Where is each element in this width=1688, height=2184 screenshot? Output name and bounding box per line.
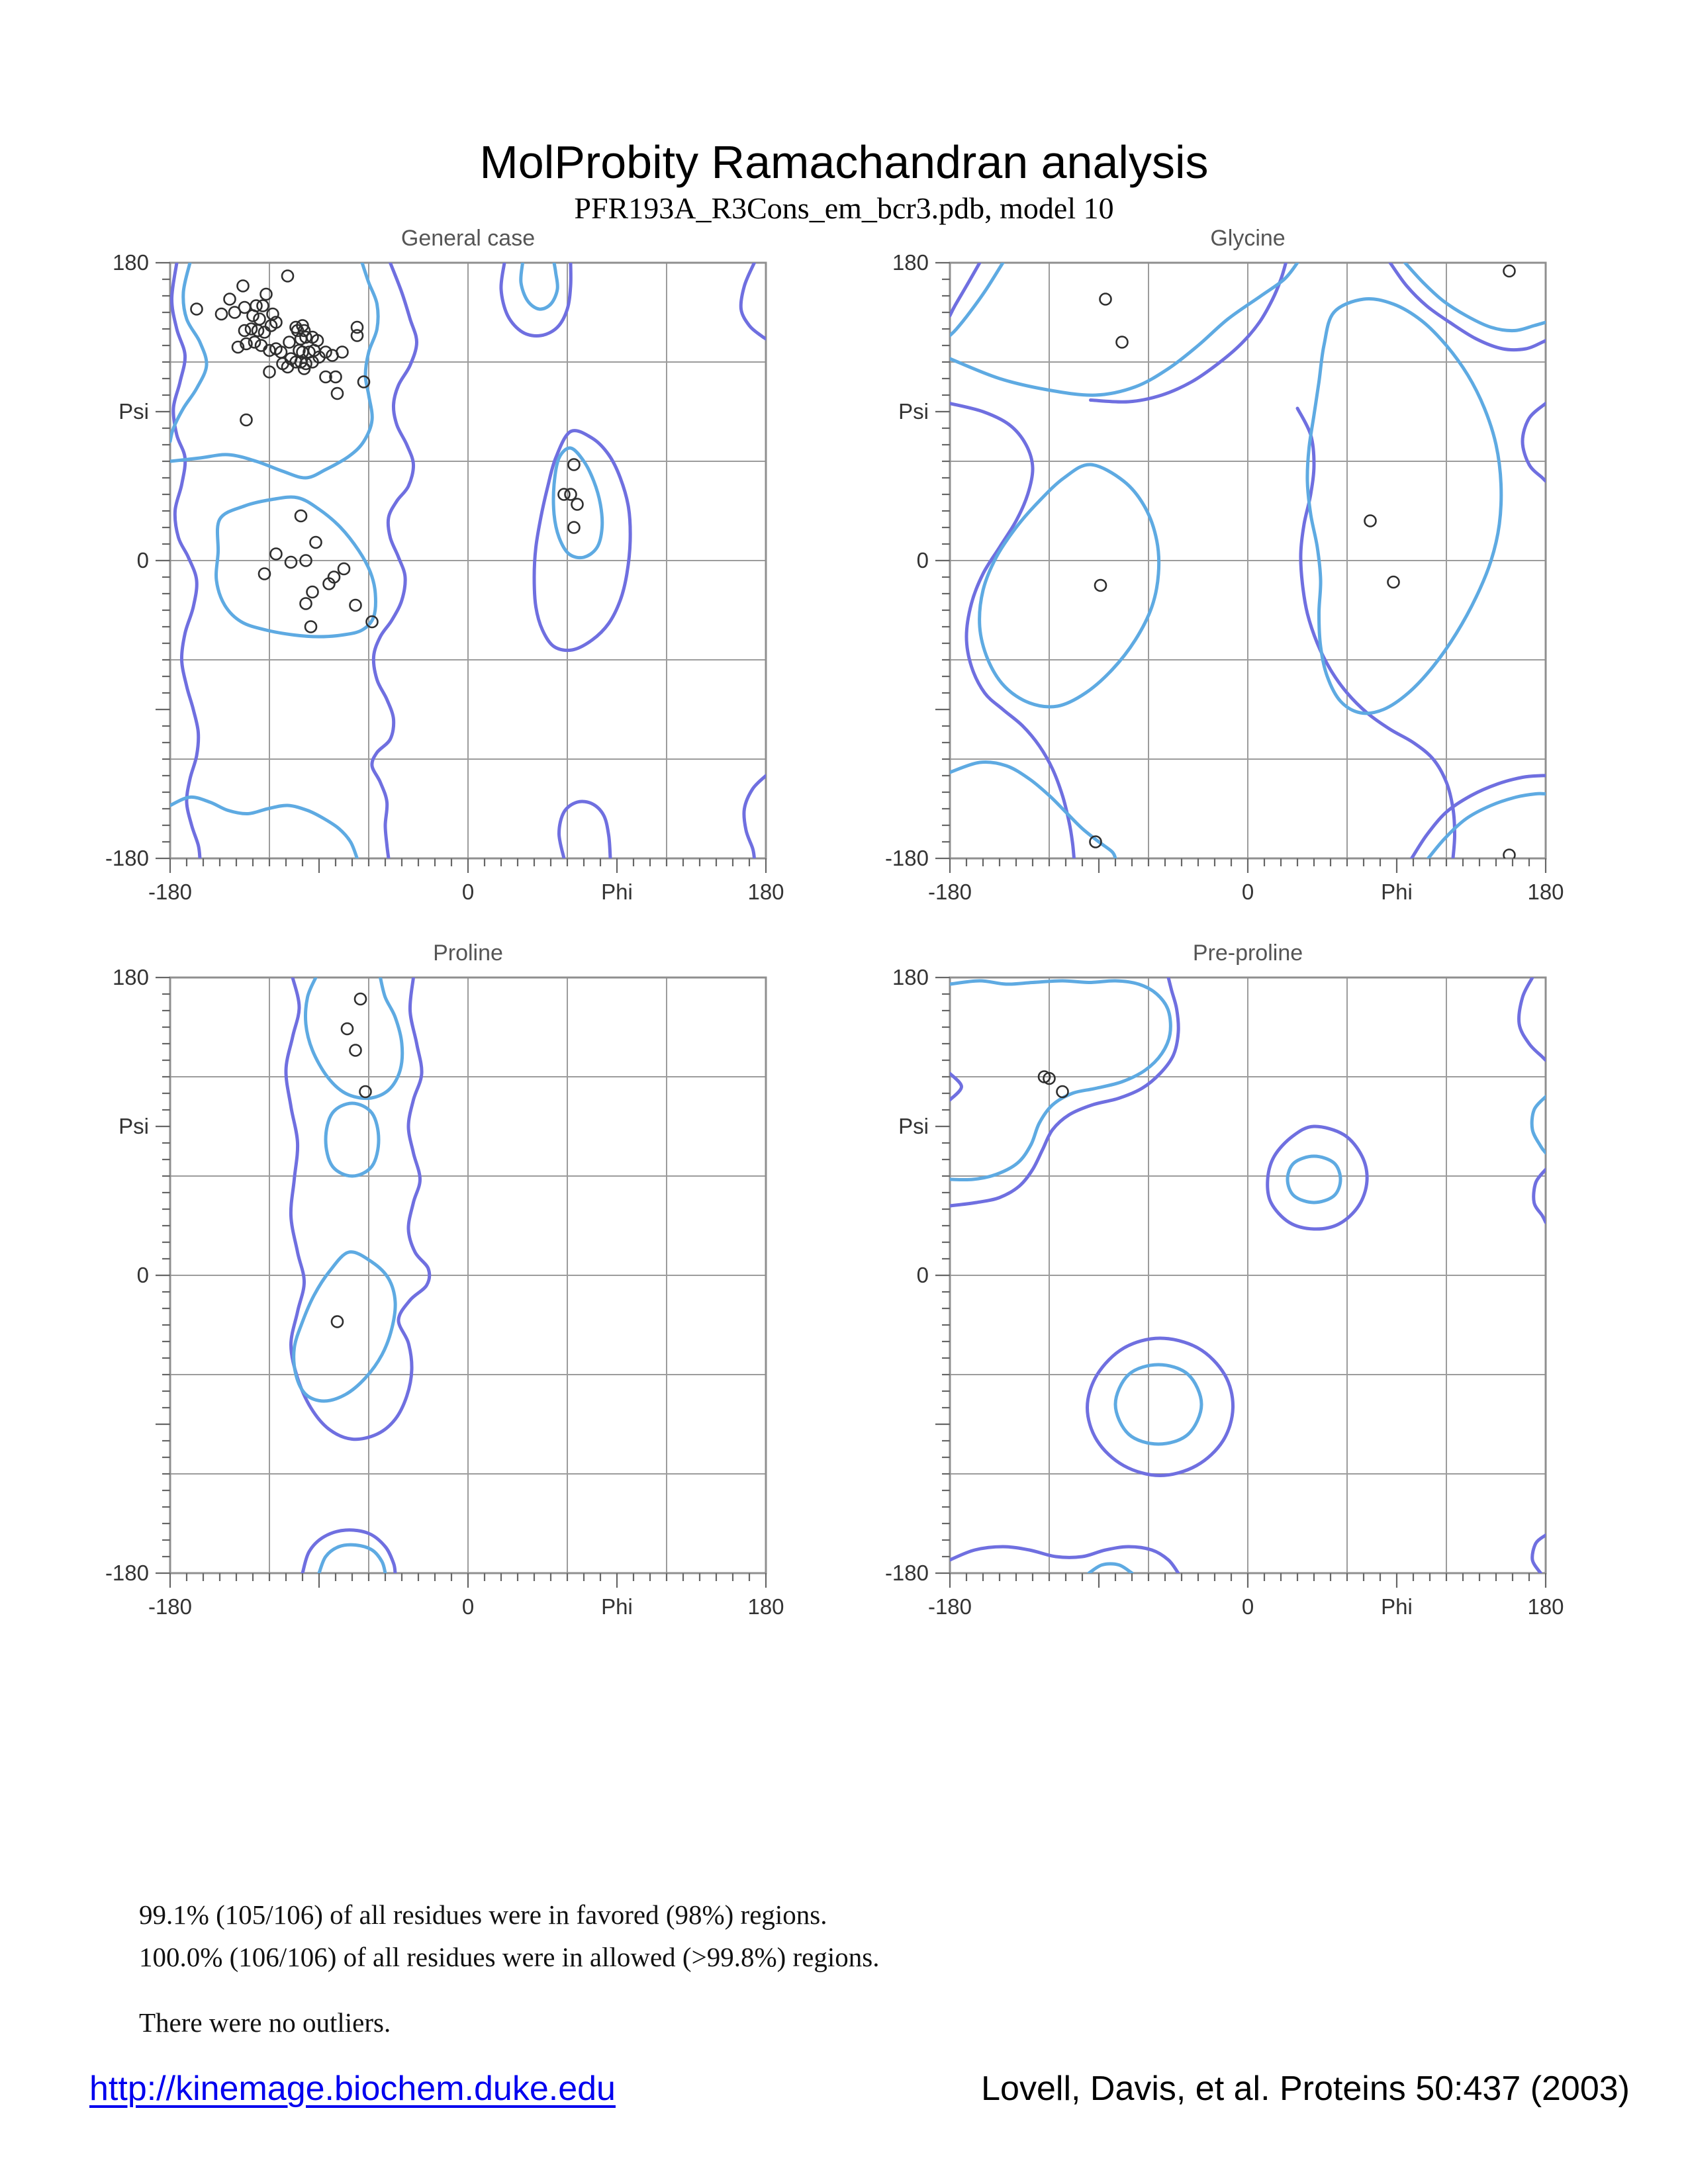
favored-contour: [1405, 263, 1546, 331]
allowed-contour: [1534, 1169, 1546, 1222]
plot-title: General case: [400, 226, 536, 251]
data-point: [332, 1316, 343, 1328]
stats-block: [139, 1894, 879, 1978]
allowed-contour: [1523, 404, 1546, 482]
data-point: [307, 586, 318, 598]
data-point: [310, 537, 322, 548]
x-tick-label: 180: [747, 880, 784, 904]
data-point: [258, 300, 269, 312]
y-tick-label: -180: [884, 1561, 929, 1585]
data-point: [191, 304, 203, 315]
x-tick-label: -180: [148, 1594, 193, 1619]
x-tick-label: 0: [461, 880, 475, 904]
data-point: [1100, 294, 1111, 305]
data-point: [1095, 580, 1106, 591]
plot-proline: [105, 940, 784, 1619]
stats-favored-line: 99.1% (105/106) of all residues were in favored (98%) regions.: [139, 1899, 827, 1930]
data-point: [572, 499, 583, 510]
axis-ticks: [156, 263, 766, 873]
data-points: [191, 271, 583, 633]
data-point: [301, 598, 312, 610]
kinemage-link[interactable]: http://kinemage.biochem.duke.edu: [89, 2070, 616, 2108]
plot-glycine: [885, 226, 1564, 904]
data-point: [271, 549, 282, 560]
y-tick-label: Psi: [898, 399, 929, 424]
x-tick-label: -180: [148, 880, 193, 904]
data-point: [224, 294, 236, 305]
favored-contour: [553, 448, 602, 558]
y-tick-label: Psi: [898, 1114, 929, 1138]
allowed-contour: [1091, 263, 1286, 402]
axis-labels: [105, 965, 784, 1619]
data-point: [355, 993, 366, 1005]
plot-title: Proline: [433, 940, 503, 966]
data-point: [350, 1045, 361, 1056]
allowed-contour: [501, 263, 571, 336]
allowed-contour: [303, 1530, 395, 1573]
data-point: [338, 563, 350, 574]
data-point: [332, 388, 343, 399]
data-point: [251, 300, 262, 312]
data-point: [239, 325, 250, 336]
page-title: MolProbity Ramachandran analysis: [479, 136, 1209, 188]
data-point: [249, 337, 260, 348]
data-point: [241, 414, 252, 426]
y-tick-label: -180: [884, 846, 929, 870]
y-tick-label: -180: [105, 846, 149, 870]
allowed-contour: [1268, 1126, 1367, 1229]
data-point: [259, 327, 270, 338]
x-tick-label: 180: [747, 1594, 784, 1619]
page-subtitle: PFR193A_R3Cons_em_bcr3.pdb, model 10: [574, 191, 1114, 225]
x-tick-label: 180: [1527, 880, 1564, 904]
favored-contour: [170, 263, 207, 441]
favored-contour: [980, 465, 1159, 707]
data-point: [337, 347, 348, 358]
x-tick-label: 180: [1527, 1594, 1564, 1619]
axis-ticks: [156, 978, 766, 1588]
y-tick-label: Psi: [118, 399, 149, 424]
allowed-contour: [744, 776, 766, 858]
x-tick-label: 0: [461, 1594, 475, 1619]
plot-pre-proline: [885, 940, 1564, 1619]
plot-general-case: [105, 226, 784, 904]
allowed-contour: [1532, 1535, 1546, 1574]
stats-allowed-line: 100.0% (106/106) of all residues were in allowed (>99.8%) regions.: [139, 1941, 880, 1972]
data-point: [352, 330, 363, 341]
y-tick-label: 0: [136, 548, 149, 572]
data-point: [295, 510, 306, 522]
favored-contour: [294, 1252, 395, 1401]
data-point: [1117, 337, 1128, 348]
favored-contour: [306, 978, 402, 1099]
data-point: [350, 600, 361, 611]
x-tick-label: Phi: [1381, 880, 1413, 904]
allowed-contour: [1412, 776, 1546, 858]
plot-title: Glycine: [1210, 226, 1286, 251]
gridlines: [170, 978, 766, 1573]
data-point: [216, 308, 227, 320]
y-tick-label: 180: [112, 965, 149, 989]
favored-contour: [950, 263, 1297, 395]
favored-contour: [1307, 298, 1501, 713]
allowed-contour: [534, 431, 630, 651]
data-point: [569, 522, 580, 533]
x-tick-label: -180: [927, 880, 972, 904]
x-tick-label: Phi: [601, 1594, 633, 1619]
data-point: [254, 314, 265, 325]
data-point: [1057, 1086, 1068, 1097]
x-tick-label: 0: [1241, 1594, 1254, 1619]
favored-contour: [1532, 1097, 1546, 1153]
data-point: [284, 337, 295, 348]
favored-contour: [319, 1545, 385, 1573]
plot-title: Pre-proline: [1192, 940, 1303, 966]
data-points: [332, 993, 371, 1328]
y-tick-label: Psi: [118, 1114, 149, 1138]
x-tick-label: 0: [1241, 880, 1254, 904]
citation-text: Lovell, Davis, et al. Proteins 50:437 (2003): [981, 2070, 1630, 2108]
axis-labels: [885, 965, 1564, 1619]
allowed-contour: [741, 263, 766, 339]
axis-labels: [105, 250, 784, 904]
allowed-contour: [1519, 978, 1546, 1060]
y-tick-label: 180: [112, 250, 149, 275]
y-tick-label: -180: [105, 1561, 149, 1585]
allowed-contour: [1390, 263, 1546, 350]
data-point: [305, 621, 316, 633]
allowed-contour: [950, 978, 1178, 1206]
favored-contour: [1115, 1365, 1201, 1444]
axis-ticks: [935, 978, 1546, 1588]
y-tick-label: 0: [916, 1263, 929, 1287]
favored-contour: [1288, 1156, 1340, 1203]
data-point: [1504, 265, 1515, 277]
allowed-contour: [950, 404, 1074, 859]
allowed-contour: [286, 978, 430, 1439]
data-points: [1039, 1071, 1068, 1098]
favored-contour: [950, 981, 1170, 1180]
data-point: [1388, 576, 1399, 588]
y-tick-label: 0: [916, 548, 929, 572]
favored-contour: [1089, 1564, 1132, 1573]
data-point: [259, 569, 270, 580]
data-point: [285, 557, 297, 568]
x-tick-label: Phi: [601, 880, 633, 904]
x-tick-label: Phi: [1381, 1594, 1413, 1619]
x-tick-label: -180: [927, 1594, 972, 1619]
allowed-contour: [950, 1547, 1178, 1573]
data-point: [1365, 516, 1376, 527]
gridlines: [950, 978, 1546, 1573]
data-point: [238, 281, 249, 292]
data-point: [256, 340, 267, 351]
allowed-contour: [1088, 1338, 1233, 1476]
y-tick-label: 180: [892, 965, 929, 989]
data-point: [282, 271, 293, 282]
y-tick-label: 0: [136, 1263, 149, 1287]
favored-contour: [326, 1103, 379, 1176]
favored-contour: [521, 263, 558, 309]
data-point: [342, 1023, 353, 1034]
y-tick-label: 180: [892, 250, 929, 275]
gridlines: [950, 263, 1546, 858]
gridlines: [170, 263, 766, 858]
stats-outliers-line: There were no outliers.: [139, 2007, 391, 2038]
